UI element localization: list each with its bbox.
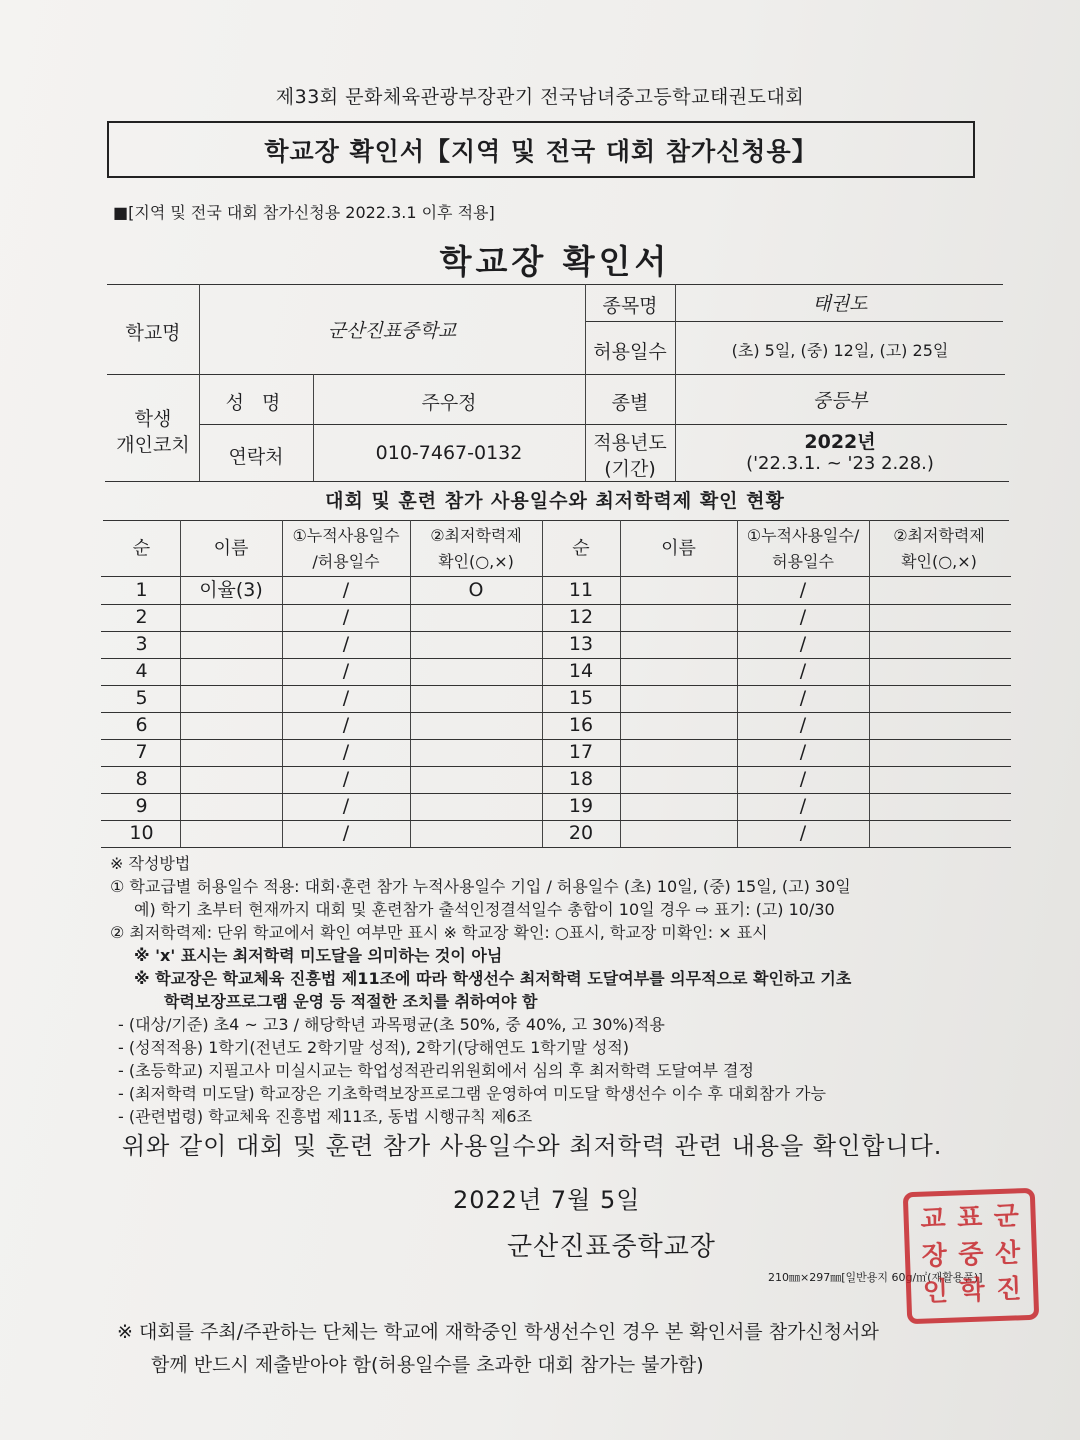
- official-seal: [903, 1188, 1040, 1325]
- row-name-cell: [620, 766, 737, 793]
- seal-glyph: 표: [956, 1202, 983, 1234]
- notice-line: ■[지역 및 전국 대회 참가신청용 2022.3.1 이후 적용]: [113, 203, 495, 222]
- seal-glyph: 학: [959, 1275, 986, 1307]
- row-days-cell: /: [799, 822, 807, 844]
- row-check-cell: [869, 712, 1009, 739]
- row-name-cell: [180, 820, 282, 847]
- header-acad-left-1: ②최저학력제: [430, 526, 522, 545]
- year-range: ('22.3.1. ~ '23 2.28.): [746, 453, 934, 474]
- row-check-cell: [410, 739, 542, 766]
- name-label: 성 명: [225, 392, 287, 414]
- seal-glyph: 중: [957, 1239, 985, 1271]
- row-name-cell: [620, 658, 737, 685]
- row-check-cell: [410, 820, 542, 847]
- row-no-cell: 18: [568, 768, 594, 790]
- header-seq-left: 순: [132, 538, 151, 559]
- row-check-cell: [869, 604, 1009, 631]
- seal-glyph: 산: [994, 1237, 1021, 1269]
- footer-line-1: ※ 대회를 주최/주관하는 단체는 학교에 재학중인 학생선수인 경우 본 확인서를 참가신청서와: [117, 1321, 879, 1343]
- confirm-statement: 위와 같이 대회 및 훈련 참가 사용일수와 최저학력 관련 내용을 확인합니다.: [122, 1132, 943, 1160]
- row-check-cell: [869, 658, 1009, 685]
- footer-note: [117, 1316, 879, 1382]
- row-check-cell: [869, 631, 1009, 658]
- row-days-cell: /: [342, 687, 350, 709]
- row-check-cell: [869, 577, 1009, 604]
- row-name-cell: [620, 793, 737, 820]
- row-check-cell: [410, 712, 542, 739]
- header-cum-right-1: ①누적사용일수/: [746, 526, 860, 545]
- row-days-cell: /: [342, 714, 350, 736]
- row-no-cell: 11: [568, 579, 594, 601]
- row-days-cell: /: [799, 579, 807, 601]
- row-days-cell: /: [799, 606, 807, 628]
- row-check-cell: O: [468, 579, 484, 601]
- row-check-cell: [869, 685, 1009, 712]
- row-name-cell: [620, 631, 737, 658]
- row-days-cell: /: [799, 741, 807, 763]
- row-check-cell: [869, 766, 1009, 793]
- category-value: 중등부: [812, 390, 868, 412]
- note-line: - (대상/기준) 초4 ~ 고3 / 해당학년 과목평균(초 50%, 중 40%, 고 30%)적용: [118, 1015, 665, 1034]
- title-box: [107, 121, 975, 178]
- row-name-cell: [620, 685, 737, 712]
- row-no-cell: 6: [135, 714, 148, 736]
- header-acad-right-2: 확인(○,×): [901, 552, 977, 571]
- row-no-cell: 1: [135, 579, 148, 601]
- row-days-cell: /: [799, 633, 807, 655]
- footer-line-2: 함께 반드시 제출받아야 함(허용일수를 초과한 대회 참가는 불가함): [151, 1354, 704, 1376]
- row-days-cell: /: [342, 633, 350, 655]
- row-no-cell: 20: [568, 822, 594, 844]
- main-title: 학교장 확인서: [439, 242, 671, 281]
- row-check-cell: [869, 793, 1009, 820]
- row-check-cell: [410, 658, 542, 685]
- row-check-cell: [410, 631, 542, 658]
- row-name-cell: [620, 820, 737, 847]
- row-check-cell: [869, 820, 1009, 847]
- event-title: 제33회 문화체육관광부장관기 전국남녀중고등학교태권도대회: [275, 86, 805, 108]
- row-no-cell: 15: [568, 687, 594, 709]
- note-line: - (초등학교) 지필고사 미실시교는 학업성적관리위원회에서 심의 후 최저학력 도달여부 결정: [118, 1061, 754, 1080]
- note-line: 학력보장프로그램 운영 등 적절한 조치를 취하여야 함: [164, 992, 538, 1011]
- row-days-cell: /: [799, 687, 807, 709]
- note-line: ② 최저학력제: 단위 학교에서 확인 여부만 표시 ※ 학교장 확인: ○표시, 학교장 미확인: × 표시: [110, 923, 768, 942]
- contact-label: 연락처: [228, 446, 284, 468]
- row-no-cell: 10: [129, 822, 154, 844]
- row-days-cell: /: [342, 579, 350, 601]
- section-title: 대회 및 훈련 참가 사용일수와 최저학력제 확인 현황: [325, 490, 785, 512]
- row-days-cell: /: [799, 660, 807, 682]
- note-line: - (관련법령) 학교체육 진흥법 제11조, 동법 시행규칙 제6조: [118, 1107, 533, 1126]
- year-value: 2022년: [804, 431, 876, 453]
- row-days-cell: /: [342, 768, 350, 790]
- row-no-cell: 19: [568, 795, 594, 817]
- contact-value: 010-7467-0132: [375, 442, 523, 464]
- note-line: - (최저학력 미도달) 학교장은 기초학력보장프로그램 운영하여 미도달 학생선수 이수 후 대회참가 가능: [118, 1084, 826, 1103]
- row-name-cell: [620, 577, 737, 604]
- row-name-cell: 이율(3): [199, 579, 263, 601]
- row-name-cell: [180, 604, 282, 631]
- row-no-cell: 2: [135, 606, 148, 628]
- row-days-cell: /: [342, 606, 350, 628]
- row-no-cell: 8: [135, 768, 148, 790]
- row-days-cell: /: [799, 714, 807, 736]
- row-days-cell: /: [342, 822, 350, 844]
- row-no-cell: 3: [135, 633, 148, 655]
- name-value: 주우정: [421, 392, 477, 414]
- row-check-cell: [410, 604, 542, 631]
- year-label-2: (기간): [604, 458, 656, 480]
- issue-date: 2022년 7월 5일: [453, 1186, 641, 1214]
- paper-size-note: 210㎜×297㎜[일반용지 60g/㎡(재활용품)]: [768, 1271, 983, 1284]
- note-line: 예) 학기 초부터 현재까지 대회 및 훈련참가 출석인정결석일수 총합이 10일 경우 ⇨ 표기: (고) 10/30: [134, 900, 835, 919]
- seal-glyph: 장: [921, 1240, 948, 1272]
- row-days-cell: /: [342, 795, 350, 817]
- header-acad-right-1: ②최저학력제: [893, 526, 985, 545]
- row-divider: [101, 847, 1011, 848]
- title-box-text: 학교장 확인서【지역 및 전국 대회 참가신청용】: [264, 136, 818, 166]
- header-name-left: 이름: [213, 538, 249, 559]
- row-no-cell: 4: [135, 660, 148, 682]
- header-cum-right-2: 허용일수: [772, 552, 834, 571]
- row-no-cell: 9: [135, 795, 148, 817]
- row-no-cell: 5: [135, 687, 148, 709]
- note-line: ① 학교급별 허용일수 적용: 대회·훈련 참가 누적사용일수 기입 / 허용일수 (초) 10일, (중) 15일, (고) 30일: [110, 877, 851, 896]
- row-days-cell: /: [799, 768, 807, 790]
- row-no-cell: 7: [135, 741, 148, 763]
- header-name-right: 이름: [661, 538, 696, 559]
- row-name-cell: [180, 658, 282, 685]
- row-no-cell: 16: [568, 714, 594, 736]
- school-label: 학교명: [125, 322, 181, 344]
- seal-glyph: 군: [993, 1201, 1020, 1233]
- event-value: 태권도: [812, 293, 868, 315]
- year-label-1: 적용년도: [593, 432, 667, 454]
- note-line: - (성적적용) 1학기(전년도 2학기말 성적), 2학기(당해연도 1학기말 성적): [118, 1038, 630, 1057]
- note-line: ※ 작성방법: [110, 854, 191, 873]
- row-check-cell: [410, 793, 542, 820]
- header-seq-right: 순: [572, 538, 590, 559]
- row-check-cell: [410, 766, 542, 793]
- header-acad-left-2: 확인(○,×): [438, 552, 514, 571]
- note-line: ※ 'x' 표시는 최저학력 미도달을 의미하는 것이 아님: [134, 946, 503, 965]
- seal-glyphs: [914, 1199, 1028, 1313]
- school-head: 군산진표중학교장: [507, 1232, 716, 1262]
- seal-glyph: 진: [995, 1274, 1022, 1306]
- coach-label-1: 학생: [134, 408, 172, 430]
- allowed-label: 허용일수: [593, 341, 667, 363]
- row-name-cell: [180, 631, 282, 658]
- row-check-cell: [869, 739, 1009, 766]
- row-no-cell: 12: [568, 606, 594, 628]
- header-cum-left-2: /허용일수: [312, 552, 380, 571]
- row-check-cell: [410, 685, 542, 712]
- row-no-cell: 13: [568, 633, 594, 655]
- row-days-cell: /: [342, 660, 350, 682]
- row-no-cell: 17: [568, 741, 594, 763]
- note-line: ※ 학교장은 학교체육 진흥법 제11조에 따라 학생선수 최저학력 도달여부를 의무적으로 확인하고 기초: [134, 969, 852, 988]
- seal-glyph: 교: [919, 1203, 947, 1235]
- row-name-cell: [620, 604, 737, 631]
- header-cum-left-1: ①누적사용일수: [292, 526, 400, 545]
- category-label: 종별: [611, 392, 649, 414]
- school-value: 군산진표중학교: [327, 320, 457, 342]
- row-name-cell: [620, 739, 737, 766]
- allowed-value: (초) 5일, (중) 12일, (고) 25일: [731, 341, 949, 360]
- row-days-cell: /: [342, 741, 350, 763]
- event-label: 종목명: [602, 295, 658, 317]
- row-name-cell: [180, 739, 282, 766]
- coach-label-2: 개인코치: [116, 434, 190, 456]
- row-name-cell: [180, 793, 282, 820]
- row-name-cell: [180, 766, 282, 793]
- row-name-cell: [620, 712, 737, 739]
- row-days-cell: /: [799, 795, 807, 817]
- row-no-cell: 14: [568, 660, 594, 682]
- row-name-cell: [180, 712, 282, 739]
- notes-section: [110, 852, 851, 1128]
- seal-glyph: 인: [922, 1277, 949, 1309]
- row-name-cell: [180, 685, 282, 712]
